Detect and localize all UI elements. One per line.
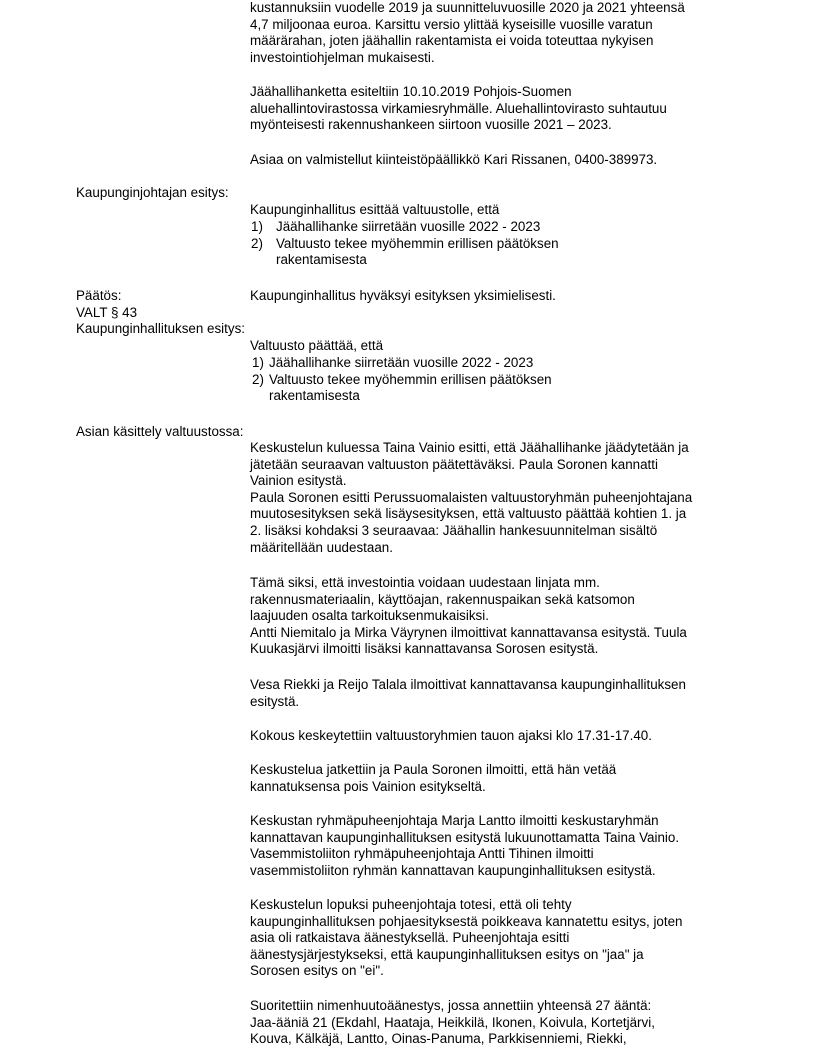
list-number: 1) — [251, 219, 263, 234]
text-line: asia oli ratkaistava äänestyksellä. Puheenjohtaja esitti — [250, 930, 570, 946]
text-line: Keskustelua jatkettiin ja Paula Soronen ilmoitti, että hän vetää — [250, 762, 617, 777]
list-number: 2) — [251, 235, 263, 251]
text-line: aluehallintovirastossa virkamiesryhmälle. Aluehallintovirasto suhtautuu — [250, 100, 667, 116]
text-line: määrärahan, joten jäähallin rakentamista ei voida toteuttaa nykyisen — [250, 33, 654, 49]
text-line: äänestysjärjestykseksi, että kaupunginhallituksen esitys on "jaa" ja — [250, 946, 644, 962]
council-paragraph-6 — [250, 813, 750, 879]
mayor-proposal-lead — [250, 202, 750, 219]
mayor-proposal-label: Kaupunginjohtajan esitys: — [76, 185, 229, 200]
council-paragraph-7 — [250, 897, 750, 980]
text-line: Valtuusto päättää, että — [250, 338, 384, 353]
list-text: Jäähallihanke siirretään vuosille 2022 - 2023 — [276, 219, 541, 234]
text-line: vasemmistoliiton ryhmän kannattavan kaupunginhallituksen esitystä. — [250, 862, 656, 878]
decision-text — [250, 288, 750, 305]
council-paragraph-2 — [250, 575, 750, 658]
text-line: 2. lisäksi kohdaksi 3 seuraavaa: Jäähallin hankesuunnitelman sisältö — [250, 522, 658, 538]
text-line: Kouva, Kälkäjä, Lantto, Oinas-Panuma, Parkkisenniemi, Riekki, — [250, 1031, 627, 1047]
text-line: Kuukasjärvi ilmoitti lisäksi kannattavansa Sorosen esitystä. — [250, 641, 599, 657]
decision-label: Päätös: — [76, 288, 122, 303]
list-text: Valtuusto tekee myöhemmin erillisen päätöksen — [269, 371, 552, 387]
text-line: muutosesityksen sekä lisäysesityksen, että valtuusto päättää kohtien 1. ja — [250, 506, 687, 522]
list-number: 1) — [252, 355, 264, 370]
text-line: jätetään seuraavan valtuuston päätettäväksi. Paula Soronen kannatti — [250, 456, 658, 472]
list-text: Valtuusto tekee myöhemmin erillisen päätöksen — [276, 235, 559, 251]
intro-paragraph-3 — [250, 152, 750, 169]
text-line: Jaa-ääniä 21 (Ekdahl, Haataja, Heikkilä, Ikonen, Koivula, Kortetjärvi, — [250, 1014, 655, 1030]
text-line: Keskustan ryhmäpuheenjohtaja Marja Lantto ilmoitti keskustaryhmän — [250, 813, 659, 828]
text-line: Kaupunginhallitus hyväksyi esityksen yksimielisesti. — [250, 288, 556, 303]
list-text: rakentamisesta — [276, 252, 367, 268]
council-paragraph-3 — [250, 677, 750, 710]
text-line: Vainion esitystä. — [250, 473, 347, 489]
text-line: Keskustelun kuluessa Taina Vainio esitti, että Jäähallihanke jäädytetään ja — [250, 440, 689, 455]
council-paragraph-5 — [250, 762, 750, 795]
board-proposal-lead — [250, 338, 750, 355]
text-line: Vasemmistoliiton ryhmäpuheenjohtaja Antti Tihinen ilmoitti — [250, 846, 594, 862]
text-line: kannatuksensa pois Vainion esitykseltä. — [250, 778, 486, 794]
council-paragraph-8 — [250, 998, 750, 1048]
list-text: Jäähallihanke siirretään vuosille 2022 - 2023 — [269, 355, 534, 370]
text-line: Kokous keskeytettiin valtuustoryhmien tauon ajaksi klo 17.31-17.40. — [250, 728, 652, 743]
text-line: esitystä. — [250, 693, 300, 709]
list-number: 2) — [252, 371, 264, 387]
intro-paragraph-1 — [250, 0, 750, 66]
intro-paragraph-2 — [250, 84, 750, 134]
text-line: 4,7 miljoonaa euroa. Karsittu versio ylittää kyseisille vuosille varatun — [250, 16, 653, 32]
board-proposal-label: Kaupunginhallituksen esitys: — [76, 321, 245, 336]
text-line: rakennusmateriaalin, käyttöajan, rakennuspaikan sekä katsomon — [250, 591, 635, 607]
text-line: Suoritettiin nimenhuutoäänestys, jossa annettiin yhteensä 27 ääntä: — [250, 998, 652, 1013]
text-line: Paula Soronen esitti Perussuomalaisten valtuustoryhmän puheenjohtajana — [250, 489, 693, 505]
text-line: kustannuksiin vuodelle 2019 ja suunnitteluvuosille 2020 ja 2021 yhteensä — [250, 0, 685, 15]
council-handling-label: Asian käsittely valtuustossa: — [76, 424, 244, 439]
text-line: Antti Niemitalo ja Mirka Väyrynen ilmoittivat kannattavansa esitystä. Tuula — [250, 624, 687, 640]
text-line: Kaupunginhallitus esittää valtuustolle, että — [250, 202, 500, 217]
council-paragraph-1 — [250, 440, 750, 556]
text-line: myönteisesti rakennushankeen siirtoon vuosille 2021 – 2023. — [250, 117, 612, 133]
text-line: Asiaa on valmistellut kiinteistöpäällikkö Kari Rissanen, 0400-389973. — [250, 152, 658, 167]
text-line: määritellään uudestaan. — [250, 539, 393, 555]
text-line: kannattavan kaupunginhallituksen esitystä lukuunottamatta Taina Vainio. — [250, 829, 680, 845]
list-text: rakentamisesta — [269, 388, 360, 404]
text-line: kaupunginhallituksen pohjaesityksestä poikkeava kannatettu esitys, joten — [250, 913, 683, 929]
text-line: investointiohjelman mukaisesti. — [250, 49, 435, 65]
text-line: Jäähallihanketta esiteltiin 10.10.2019 Pohjois-Suomen — [250, 84, 572, 99]
text-line: laajuuden osalta tarkoituksenmukaisiksi. — [250, 608, 489, 624]
text-line: Tämä siksi, että investointia voidaan uudestaan linjata mm. — [250, 575, 600, 590]
text-line: Vesa Riekki ja Reijo Talala ilmoittivat kannattavansa kaupunginhallituksen — [250, 677, 686, 692]
valt-section-label: VALT § 43 — [76, 305, 138, 320]
council-paragraph-4 — [250, 728, 750, 745]
text-line: Sorosen esitys on "ei". — [250, 963, 384, 979]
text-line: Keskustelun lopuksi puheenjohtaja totesi, että oli tehty — [250, 897, 572, 912]
